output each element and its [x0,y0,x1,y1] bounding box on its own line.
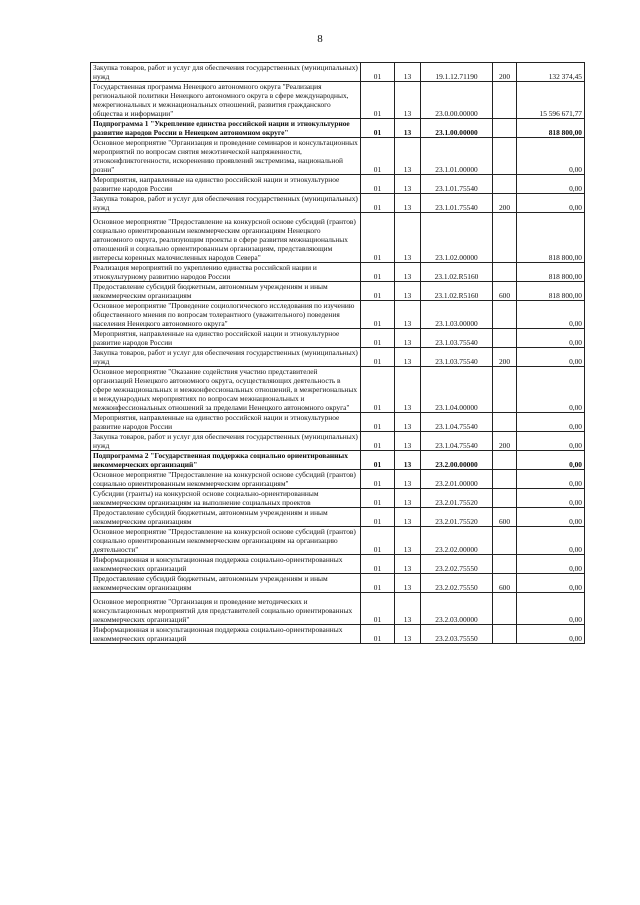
row-expense-type [493,329,517,348]
row-target-code: 23.2.01.75520 [421,508,493,527]
row-target-code: 23.1.01.75540 [421,194,493,213]
table-row [91,508,585,527]
row-subsection: 13 [395,263,421,282]
row-subsection: 13 [395,348,421,367]
row-expense-type [493,470,517,489]
row-subsection: 13 [395,489,421,508]
row-expense-type [493,451,517,470]
row-subsection: 13 [395,194,421,213]
row-section: 01 [361,213,395,263]
row-name: Информационная и консультационная поддержка социально-ориентированных некоммерческих организаций [91,555,361,574]
row-expense-type [493,367,517,413]
row-section: 01 [361,348,395,367]
row-section: 01 [361,82,395,119]
row-expense-type: 600 [493,282,517,301]
table-row [91,63,585,82]
row-amount: 0,00 [517,625,585,644]
row-target-code: 23.1.03.75540 [421,348,493,367]
row-amount: 0,00 [517,348,585,367]
table-row [91,470,585,489]
row-subsection: 13 [395,451,421,470]
row-target-code: 23.2.01.00000 [421,470,493,489]
row-subsection: 13 [395,138,421,175]
row-expense-type [493,555,517,574]
row-target-code: 23.1.00.00000 [421,119,493,138]
row-section: 01 [361,367,395,413]
table-row [91,593,585,625]
row-section: 01 [361,63,395,82]
row-name: Реализация мероприятий по укреплению единства российской нации и этнокультурному развитию народов России [91,263,361,282]
row-target-code: 23.1.02.R5160 [421,263,493,282]
table-row [91,213,585,263]
row-expense-type [493,625,517,644]
row-expense-type [493,527,517,555]
row-expense-type: 200 [493,432,517,451]
row-expense-type [493,263,517,282]
row-name: Основное мероприятие "Проведение социологического исследования по изучению общественного мнения по вопросам толерантного (уважительного) поведения населения Ненецкого автономного округа" [91,301,361,329]
row-target-code: 23.1.03.00000 [421,301,493,329]
table-row [91,527,585,555]
row-section: 01 [361,138,395,175]
row-section: 01 [361,413,395,432]
table-row [91,451,585,470]
row-expense-type [493,413,517,432]
row-amount: 0,00 [517,593,585,625]
table-row [91,301,585,329]
table-row [91,413,585,432]
row-expense-type [493,175,517,194]
row-amount: 818 800,00 [517,263,585,282]
table-row [91,263,585,282]
row-name: Предоставление субсидий бюджетным, автономным учреждениям и иным некоммерческим организациям [91,508,361,527]
row-target-code: 23.2.01.75520 [421,489,493,508]
row-name: Основное мероприятие "Предоставление на конкурсной основе субсидий (грантов) социально ориентированным некоммерческим организациям Ненецкого автономного округа, реализующим проекты в сфере развития межнациональных отношений и социально ориентированным организациям, представляющим интересы коренных малочисленных народов Севера" [91,213,361,263]
row-target-code: 23.1.04.75540 [421,432,493,451]
row-expense-type [493,301,517,329]
table-row [91,555,585,574]
row-subsection: 13 [395,432,421,451]
row-amount: 0,00 [517,367,585,413]
row-subsection: 13 [395,119,421,138]
row-expense-type [493,489,517,508]
row-name: Мероприятия, направленные на единство российской нации и этнокультурное развитие народов России [91,329,361,348]
row-name: Основное мероприятие "Предоставление на конкурсной основе субсидий (грантов) социально ориентированным некоммерческим организациям на организацию деятельности" [91,527,361,555]
row-section: 01 [361,282,395,301]
row-name: Основное мероприятие "Предоставление на конкурсной основе субсидий (грантов) социально ориентированным некоммерческим организациям" [91,470,361,489]
row-name: Подпрограмма 1 "Укрепление единства российской нации и этнокультурное развитие народов России в Ненецком автономном округе" [91,119,361,138]
row-name: Подпрограмма 2 "Государственная поддержка социально ориентированных некоммерческих организаций" [91,451,361,470]
row-name: Субсидии (гранты) на конкурсной основе социально-ориентированным некоммерческим организациям на выполнение социальных проектов [91,489,361,508]
table-row [91,432,585,451]
row-subsection: 13 [395,508,421,527]
row-name: Основное мероприятие "Организация и проведение методических и консультационных мероприятий для представителей социально ориентированных некоммерческих организаций" [91,593,361,625]
row-name: Закупка товаров, работ и услуг для обеспечения государственных (муниципальных) нужд [91,194,361,213]
row-target-code: 23.1.02.00000 [421,213,493,263]
table-row [91,282,585,301]
row-subsection: 13 [395,63,421,82]
row-expense-type: 200 [493,348,517,367]
row-section: 01 [361,263,395,282]
row-name: Закупка товаров, работ и услуг для обеспечения государственных (муниципальных) нужд [91,432,361,451]
row-subsection: 13 [395,175,421,194]
row-name: Основное мероприятие "Организация и проведение семинаров и консультационных мероприятий по вопросам снятия межэтнической напряженности, этноконфликтогенности, искоренению проявлений экстремизма, национальной розни" [91,138,361,175]
row-expense-type [493,82,517,119]
row-amount: 0,00 [517,194,585,213]
row-target-code: 23.1.02.R5160 [421,282,493,301]
row-subsection: 13 [395,367,421,413]
table-row [91,367,585,413]
row-subsection: 13 [395,470,421,489]
row-name: Государственная программа Ненецкого автономного округа "Реализация региональной политики Ненецкого автономного округа в сфере международных, межрегиональных и межнациональных отношений, развития гражданского общества и информации" [91,82,361,119]
row-target-code: 23.1.01.75540 [421,175,493,194]
row-section: 01 [361,329,395,348]
row-expense-type: 600 [493,574,517,593]
row-section: 01 [361,175,395,194]
table-row [91,138,585,175]
row-amount: 15 596 671,77 [517,82,585,119]
row-name: Основное мероприятие "Оказание содействия участию представителей организаций Ненецкого автономного округа, осуществляющих деятельность в сфере межнациональных и межконфессиональных отношений, в межрегиональных и международных мероприятиях по вопросам межнациональных и межконфессиональных отношений за пределами Ненецкого автономного округа" [91,367,361,413]
row-section: 01 [361,470,395,489]
row-section: 01 [361,451,395,470]
row-target-code: 23.1.04.00000 [421,367,493,413]
row-section: 01 [361,593,395,625]
table-row [91,574,585,593]
row-amount: 818 800,00 [517,282,585,301]
row-name: Предоставление субсидий бюджетным, автономным учреждениям и иным некоммерческим организациям [91,282,361,301]
row-subsection: 13 [395,329,421,348]
row-section: 01 [361,574,395,593]
row-subsection: 13 [395,413,421,432]
row-amount: 0,00 [517,508,585,527]
table-row [91,119,585,138]
row-expense-type [493,213,517,263]
row-subsection: 13 [395,82,421,119]
row-expense-type [493,138,517,175]
row-amount: 0,00 [517,138,585,175]
table-row [91,175,585,194]
row-amount: 0,00 [517,432,585,451]
table-row [91,82,585,119]
row-target-code: 23.1.01.00000 [421,138,493,175]
page-number: 8 [317,33,323,45]
row-amount: 132 374,45 [517,63,585,82]
row-section: 01 [361,301,395,329]
row-expense-type: 200 [493,194,517,213]
table-row [91,625,585,644]
row-target-code: 23.1.04.75540 [421,413,493,432]
row-target-code: 23.2.03.75550 [421,625,493,644]
row-name: Мероприятия, направленные на единство российской нации и этнокультурное развитие народов России [91,175,361,194]
budget-table [90,62,585,644]
table-row [91,329,585,348]
row-name: Информационная и консультационная поддержка социально-ориентированных некоммерческих организаций [91,625,361,644]
table-row [91,194,585,213]
row-subsection: 13 [395,593,421,625]
row-target-code: 23.2.02.00000 [421,527,493,555]
row-amount: 0,00 [517,329,585,348]
row-amount: 0,00 [517,527,585,555]
row-amount: 0,00 [517,555,585,574]
row-amount: 0,00 [517,489,585,508]
row-target-code: 23.1.03.75540 [421,329,493,348]
row-section: 01 [361,527,395,555]
row-name: Закупка товаров, работ и услуг для обеспечения государственных (муниципальных) нужд [91,63,361,82]
row-subsection: 13 [395,555,421,574]
row-amount: 818 800,00 [517,119,585,138]
row-subsection: 13 [395,574,421,593]
row-subsection: 13 [395,625,421,644]
row-section: 01 [361,489,395,508]
row-amount: 0,00 [517,175,585,194]
row-amount: 818 800,00 [517,213,585,263]
row-name: Закупка товаров, работ и услуг для обеспечения государственных (муниципальных) нужд [91,348,361,367]
row-expense-type [493,593,517,625]
row-amount: 0,00 [517,301,585,329]
row-name: Предоставление субсидий бюджетным, автономным учреждениям и иным некоммерческим организациям [91,574,361,593]
row-name: Мероприятия, направленные на единство российской нации и этнокультурное развитие народов России [91,413,361,432]
budget-table-body [91,63,585,644]
row-amount: 0,00 [517,470,585,489]
row-section: 01 [361,625,395,644]
row-target-code: 23.2.00.00000 [421,451,493,470]
row-section: 01 [361,119,395,138]
row-subsection: 13 [395,282,421,301]
row-subsection: 13 [395,527,421,555]
table-row [91,348,585,367]
row-section: 01 [361,432,395,451]
row-target-code: 23.0.00.00000 [421,82,493,119]
row-section: 01 [361,194,395,213]
row-expense-type: 600 [493,508,517,527]
row-amount: 0,00 [517,574,585,593]
row-subsection: 13 [395,213,421,263]
row-subsection: 13 [395,301,421,329]
table-row [91,489,585,508]
row-expense-type: 200 [493,63,517,82]
row-section: 01 [361,555,395,574]
row-amount: 0,00 [517,451,585,470]
row-amount: 0,00 [517,413,585,432]
row-target-code: 23.2.02.75550 [421,555,493,574]
row-target-code: 23.2.03.00000 [421,593,493,625]
row-target-code: 23.2.02.75550 [421,574,493,593]
row-section: 01 [361,508,395,527]
row-expense-type [493,119,517,138]
row-target-code: 19.1.12.71190 [421,63,493,82]
